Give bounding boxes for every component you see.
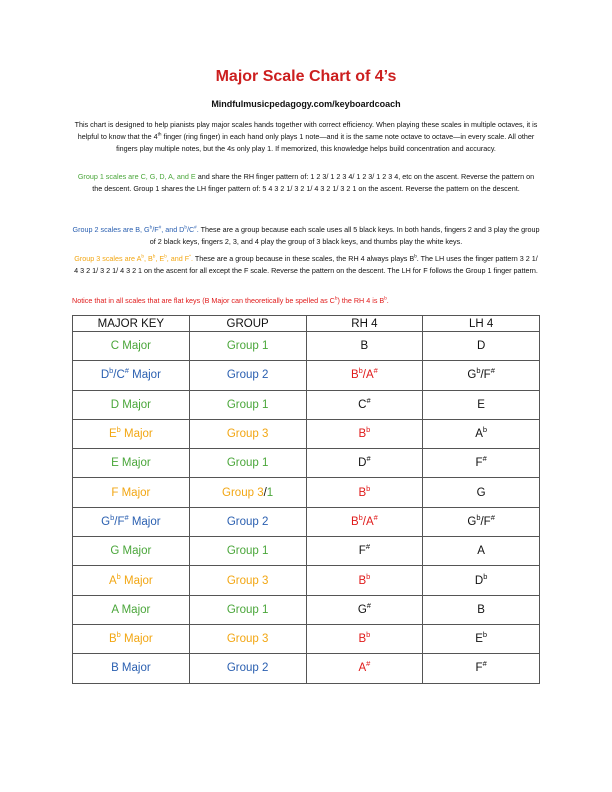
group-cell <box>189 507 306 536</box>
group-cell <box>189 624 306 653</box>
cell-text: B <box>358 486 367 499</box>
accidental: b <box>366 630 371 640</box>
cell-text: B Major <box>111 662 151 675</box>
lh4-cell <box>423 566 540 595</box>
rh4-cell <box>306 566 423 595</box>
rh4-cell <box>306 419 423 448</box>
cell-text: F Major <box>111 486 151 499</box>
cell-text: E <box>475 633 483 646</box>
rh4-cell <box>306 390 423 419</box>
group-cell <box>189 478 306 507</box>
cell-text: B <box>358 574 367 587</box>
group-cell <box>189 654 306 683</box>
cell-text: A <box>475 428 483 441</box>
cell-text: F <box>475 662 483 675</box>
lh4-cell <box>423 449 540 478</box>
lh4-cell <box>423 332 540 361</box>
table-row <box>73 449 540 478</box>
cell-text: Group 2 <box>226 369 269 382</box>
table-row <box>73 478 540 507</box>
cell-text: C <box>358 398 367 411</box>
cell-text: /F <box>480 369 491 382</box>
table-body <box>73 332 540 684</box>
lh4-cell <box>423 624 540 653</box>
cell-text: D Major <box>110 398 151 411</box>
accidental: # <box>490 513 495 523</box>
major-key-cell <box>73 566 190 595</box>
major-key-cell <box>73 478 190 507</box>
cell-text: Group 3 <box>226 574 269 587</box>
cell-text: 1 <box>266 486 274 499</box>
cell-text: Major <box>120 428 153 441</box>
cell-text: Group 1 <box>226 398 269 411</box>
page-title: Major Scale Chart of 4’s <box>215 68 397 85</box>
group-cell <box>189 537 306 566</box>
accidental: # <box>366 454 371 464</box>
accidental: b <box>482 630 488 640</box>
group-cell <box>189 419 306 448</box>
intro-paragraph: This chart is designed to help pianists play major scales hands together with correct efficiency. When playing these scales in multiple octaves, it is helpful to know that the 4th finger (ring finger) in each hand only plays 1 note—and it is the same note octave to octave—in every scale. All other fingers play multiple notes, but the 4s only play 1. If memorized, this knowledge helps build concentration and accuracy. <box>74 120 538 153</box>
accidental: b <box>482 425 488 435</box>
cell-text: /C <box>113 369 125 382</box>
cell-text: Group 1 <box>226 340 269 353</box>
accidental: # <box>490 366 495 376</box>
group-cell <box>189 332 306 361</box>
cell-text: E Major <box>111 457 151 470</box>
cell-text: B <box>477 603 485 616</box>
accidental: b <box>358 366 363 376</box>
cell-text: /F <box>114 515 125 528</box>
major-key-cell <box>73 654 190 683</box>
header-rh4: RH 4 <box>306 316 423 332</box>
lh4-cell <box>423 537 540 566</box>
cell-text: Group 2 <box>226 662 269 675</box>
cell-text: B <box>360 340 369 353</box>
rh4-cell <box>306 361 423 390</box>
group-cell <box>189 390 306 419</box>
group3-paragraph: Group 3 scales are $A^b$, $B^b$, $E^b$, and F*. These are a group because in these scales, the RH 4 always plays $B^b$. The LH uses the finger pattern 3 2 1/ 4 3 2 1/ 3 2 1/ 4 3 2 1 on the ascent for all except the F scale. Reverse the pattern on the descent. The LH for F follows the Group 1 finger pattern. <box>74 253 538 275</box>
table-row <box>73 566 540 595</box>
table-row <box>73 332 540 361</box>
cell-text: Group 2 <box>226 515 269 528</box>
cell-text: Group 1 <box>226 457 269 470</box>
cell-text: G <box>476 486 486 499</box>
rh4-cell <box>306 332 423 361</box>
rh4-cell <box>306 537 423 566</box>
cell-text: Major <box>128 369 161 382</box>
website-link[interactable]: Mindfulmusicpedagogy.com/keyboardcoach <box>211 99 401 109</box>
cell-text: Group 3 <box>226 633 269 646</box>
major-key-cell <box>73 595 190 624</box>
lh4-cell <box>423 654 540 683</box>
table-header-row <box>73 316 540 332</box>
cell-text: Major <box>120 633 153 646</box>
cell-text: Group 1 <box>226 603 269 616</box>
cell-text: E <box>108 428 117 441</box>
cell-text: /F <box>480 515 491 528</box>
lh4-cell <box>423 419 540 448</box>
table-row <box>73 624 540 653</box>
rh4-cell <box>306 507 423 536</box>
accidental: # <box>365 542 370 552</box>
major-key-cell <box>73 332 190 361</box>
table-row <box>73 361 540 390</box>
accidental: b <box>476 513 481 523</box>
table-row <box>73 507 540 536</box>
cell-text: Group 3 <box>226 428 269 441</box>
table-row <box>73 419 540 448</box>
group-cell <box>189 566 306 595</box>
table-row <box>73 654 540 683</box>
accidental: # <box>482 454 487 464</box>
cell-text: D <box>358 457 367 470</box>
accidental: b <box>366 571 371 581</box>
lh4-cell <box>423 478 540 507</box>
cell-text: Group 3 <box>222 486 264 499</box>
cell-text: G <box>101 515 111 528</box>
accidental: # <box>366 600 371 610</box>
cell-text: C Major <box>110 340 151 353</box>
lh4-cell <box>423 595 540 624</box>
cell-text: Major <box>128 515 161 528</box>
lh4-cell <box>423 507 540 536</box>
accidental: # <box>366 659 371 669</box>
group-cell <box>189 361 306 390</box>
accidental: b <box>366 483 371 493</box>
accidental: # <box>373 513 378 523</box>
cell-text: G <box>467 369 477 382</box>
major-key-cell <box>73 361 190 390</box>
scale-table <box>72 315 540 684</box>
accidental: # <box>482 659 487 669</box>
major-key-cell <box>73 624 190 653</box>
group-cell <box>189 595 306 624</box>
group1-paragraph: Group 1 scales are C, G, D, A, and E and share the RH finger pattern of: 1 2 3/ 1 2 3 4/ 1 2 3/ 1 2 3 4, etc on the ascent. Reverse the pattern on the descent. Group 1 shares the LH finger pattern of: 5 4 3 2 1/ 3 2 1/ 4 3 2 1/ 3 2 1 on the ascent. Reverse the pattern on the descent. <box>77 172 535 193</box>
lh4-cell <box>423 361 540 390</box>
accidental: b <box>366 425 371 435</box>
cell-text: G <box>467 515 477 528</box>
cell-text: B <box>350 369 359 382</box>
group-cell <box>189 449 306 478</box>
accidental: b <box>109 366 114 376</box>
cell-text: B <box>108 633 117 646</box>
table-row <box>73 390 540 419</box>
cell-text: F <box>475 457 483 470</box>
cell-text: E <box>477 398 485 411</box>
major-key-cell <box>73 449 190 478</box>
table-row <box>73 595 540 624</box>
rh4-cell <box>306 449 423 478</box>
rh4-cell <box>306 595 423 624</box>
cell-text: A Major <box>111 603 151 616</box>
cell-text: D <box>476 340 486 353</box>
cell-text: Group 1 <box>226 545 269 558</box>
header-major-key: MAJOR KEY <box>73 316 190 332</box>
cell-text: Major <box>120 574 153 587</box>
flat-keys-notice: Notice that in all scales that are flat keys (B Major can theoretically be spelled as $C^b$) the RH 4 is $B^b$. <box>72 295 389 305</box>
cell-text: D <box>474 574 484 587</box>
major-key-cell <box>73 390 190 419</box>
cell-text: A <box>477 545 485 558</box>
cell-text: B <box>350 515 359 528</box>
cell-text: / <box>263 486 267 499</box>
cell-text: /A <box>362 515 374 528</box>
cell-text: F <box>358 545 366 558</box>
accidental: b <box>116 425 121 435</box>
header-group: GROUP <box>189 316 306 332</box>
cell-text: G Major <box>110 545 152 558</box>
group2-paragraph: Group 2 scales are B, $G^b/F^{\#}$, and $D^b/C^{\#}$. These are a group because each scale uses all 5 black keys. In both hands, fingers 2 and 3 play the group of 2 black keys, fingers 2, 3, and 4 play the group of 3 black keys, and thumbs play the white keys. <box>72 224 540 246</box>
accidental: b <box>110 513 115 523</box>
accidental: # <box>366 395 371 405</box>
accidental: # <box>124 366 129 376</box>
major-key-cell <box>73 419 190 448</box>
cell-text: B <box>358 428 367 441</box>
rh4-cell <box>306 478 423 507</box>
table-row <box>73 537 540 566</box>
cell-text: B <box>358 633 367 646</box>
header-lh4: LH 4 <box>423 316 540 332</box>
cell-text: A <box>358 662 367 675</box>
rh4-cell <box>306 624 423 653</box>
accidental: # <box>124 513 129 523</box>
accidental: b <box>358 513 363 523</box>
major-key-cell <box>73 537 190 566</box>
cell-text: D <box>100 369 110 382</box>
accidental: b <box>483 571 488 581</box>
cell-text: A <box>108 574 117 587</box>
accidental: b <box>116 571 121 581</box>
major-key-cell <box>73 507 190 536</box>
rh4-cell <box>306 654 423 683</box>
accidental: b <box>476 366 481 376</box>
cell-text: /A <box>362 369 374 382</box>
cell-text: G <box>357 603 367 616</box>
lh4-cell <box>423 390 540 419</box>
accidental: # <box>373 366 378 376</box>
accidental: b <box>116 630 121 640</box>
